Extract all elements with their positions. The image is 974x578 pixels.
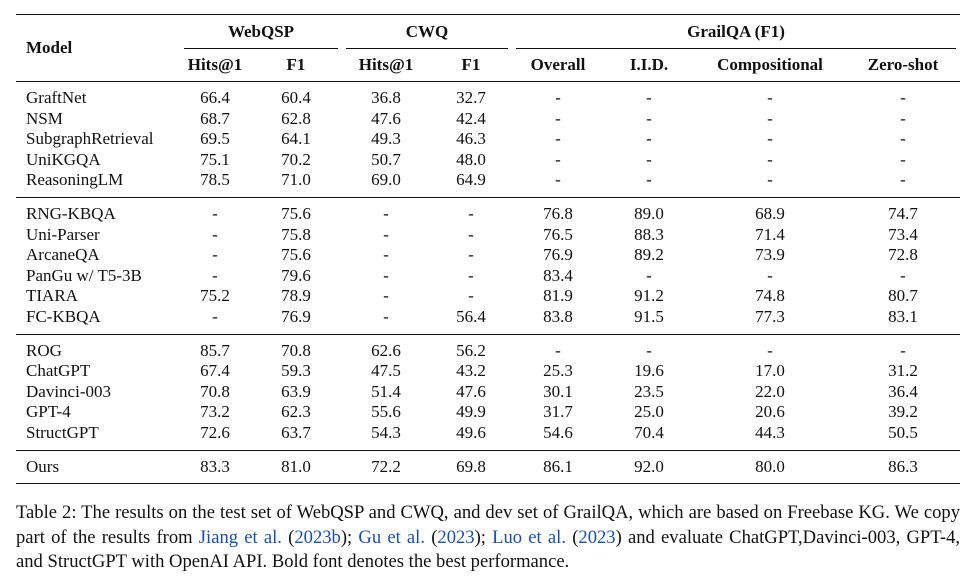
score-cell: 81.9 (543, 286, 573, 306)
score-cell: - (604, 334, 694, 361)
table-row (16, 129, 960, 150)
score-cell: 73.4 (888, 224, 918, 244)
score-cell: 56.4 (456, 306, 486, 326)
score-cell: 48.0 (456, 149, 486, 169)
caption-text: ); (340, 526, 359, 548)
score-cell: - (555, 129, 561, 149)
score-cell: 23.5 (634, 381, 664, 401)
score-cell: 79.6 (281, 265, 311, 285)
caption-text: ( (566, 526, 579, 548)
score-cell: 44.3 (755, 422, 785, 442)
score-cell: 64.1 (281, 129, 311, 149)
caption-text: ( (281, 526, 295, 548)
score-cell: - (900, 149, 906, 169)
group-header-webqsp: WebQSP (180, 15, 342, 50)
table-row (16, 170, 960, 197)
score-cell: 63.9 (281, 381, 311, 401)
score-cell: 75.1 (200, 149, 230, 169)
score-cell: 80.0 (694, 450, 846, 484)
score-cell: 47.6 (456, 381, 486, 401)
group-header-cwq: CWQ (342, 15, 512, 50)
table-row (16, 150, 960, 171)
citation-link[interactable]: 2023 (437, 526, 475, 548)
score-cell: - (846, 334, 960, 361)
score-cell: 83.1 (888, 306, 918, 326)
score-cell: - (646, 88, 652, 107)
ours-row (16, 450, 960, 484)
score-cell: 51.4 (371, 381, 401, 401)
model-name-cell: NSM (26, 108, 63, 128)
score-cell: 71.4 (755, 224, 785, 244)
column-header: Compositional (717, 54, 823, 74)
score-cell: - (900, 88, 906, 107)
score-cell: - (383, 245, 389, 265)
score-cell: 56.2 (430, 334, 512, 361)
score-cell: 70.8 (250, 334, 342, 361)
score-cell: 54.3 (371, 422, 401, 442)
group-header-row (16, 15, 960, 50)
score-cell: 59.3 (281, 361, 311, 381)
score-cell: - (900, 170, 906, 190)
score-cell: - (555, 170, 561, 190)
score-cell: - (383, 306, 389, 326)
score-cell: 22.0 (755, 381, 785, 401)
model-name-cell: GraftNet (26, 88, 87, 107)
score-cell: 91.5 (634, 306, 664, 326)
score-cell: 62.6 (342, 334, 430, 361)
score-cell: 63.7 (281, 422, 311, 442)
score-cell: - (767, 129, 773, 149)
score-cell: 75.8 (281, 224, 311, 244)
score-cell: 91.2 (634, 286, 664, 306)
column-header: Hits@1 (187, 54, 243, 74)
score-cell: 83.4 (543, 265, 573, 285)
score-cell: - (900, 108, 906, 128)
score-cell: 62.8 (281, 108, 311, 128)
score-cell: - (646, 265, 652, 285)
model-name-cell: SubgraphRetrieval (26, 129, 154, 149)
score-cell: 19.6 (634, 361, 664, 381)
score-cell: 77.3 (755, 306, 785, 326)
table-row (16, 382, 960, 403)
score-cell: 76.9 (281, 306, 311, 326)
score-cell: 67.4 (200, 361, 230, 381)
score-cell: 78.5 (200, 170, 230, 190)
score-cell: 36.8 (371, 88, 401, 107)
column-header: Hits@1 (358, 54, 414, 74)
model-name-cell: TIARA (26, 286, 78, 306)
score-cell: 49.9 (456, 402, 486, 422)
model-name-cell: StructGPT (26, 422, 99, 442)
score-cell: - (468, 245, 474, 265)
score-cell: 70.2 (281, 149, 311, 169)
table-row (16, 245, 960, 266)
table-row (16, 423, 960, 450)
column-header: I.I.D. (629, 54, 669, 74)
score-cell: - (383, 286, 389, 306)
score-cell: 64.9 (456, 170, 486, 190)
score-cell: 20.6 (755, 402, 785, 422)
column-header: F1 (286, 54, 306, 74)
score-cell: 31.2 (888, 361, 918, 381)
score-cell: 25.0 (634, 402, 664, 422)
table-row (16, 334, 960, 361)
score-cell: 50.7 (371, 149, 401, 169)
model-name-cell: Ours (16, 450, 180, 484)
model-name-cell: PanGu w/ T5-3B (26, 265, 142, 285)
score-cell: 74.7 (846, 197, 960, 224)
table-row (16, 109, 960, 130)
score-cell: 76.9 (543, 245, 573, 265)
model-column-header: Model (26, 37, 73, 57)
score-cell: 86.3 (846, 450, 960, 484)
table-row (16, 82, 960, 109)
score-cell: 76.5 (543, 224, 573, 244)
score-cell: - (767, 108, 773, 128)
citation-link[interactable]: Gu et al. (358, 526, 425, 548)
score-cell: - (180, 197, 250, 224)
score-cell: 75.6 (281, 245, 311, 265)
score-cell: 80.7 (888, 286, 918, 306)
score-cell: 30.1 (543, 381, 573, 401)
score-cell: 25.3 (543, 361, 573, 381)
table-row (16, 266, 960, 287)
score-cell: - (646, 170, 652, 190)
score-cell: - (383, 265, 389, 285)
score-cell: 74.8 (755, 286, 785, 306)
score-cell: 60.4 (281, 88, 311, 107)
citation-link[interactable]: Jiang et al. (198, 526, 282, 548)
score-cell: - (900, 265, 906, 285)
score-cell: - (342, 197, 430, 224)
score-cell: - (646, 129, 652, 149)
score-cell: 85.7 (180, 334, 250, 361)
score-cell: 17.0 (755, 361, 785, 381)
score-cell: 70.4 (634, 422, 664, 442)
score-cell: 75.6 (250, 197, 342, 224)
model-name-cell: ROG (16, 334, 180, 361)
score-cell: - (430, 197, 512, 224)
score-cell: 72.2 (342, 450, 430, 484)
table-body (16, 82, 960, 484)
score-cell: 73.9 (755, 245, 785, 265)
score-cell: 83.8 (543, 306, 573, 326)
score-cell: 39.2 (888, 402, 918, 422)
column-header: Zero-shot (867, 54, 939, 74)
score-cell: 31.7 (543, 402, 573, 422)
score-cell: 76.8 (512, 197, 604, 224)
score-cell: - (767, 149, 773, 169)
score-cell: - (468, 224, 474, 244)
model-name-cell: FC-KBQA (26, 306, 101, 326)
score-cell: 68.9 (694, 197, 846, 224)
score-cell: 89.2 (634, 245, 664, 265)
score-cell: - (646, 149, 652, 169)
table-caption (16, 501, 960, 575)
citation-link[interactable]: 2023b (294, 526, 341, 548)
score-cell: - (468, 286, 474, 306)
table-row (16, 402, 960, 423)
score-cell: 70.8 (200, 381, 230, 401)
score-cell: - (383, 224, 389, 244)
caption-text: ) and evaluate ChatGPT,Davinci-003, GPT-4, and StructGPT with OpenAI API. Bold font denotes the best performance. (16, 526, 961, 572)
score-cell: - (212, 224, 218, 244)
score-cell: 88.3 (634, 224, 664, 244)
score-cell: - (212, 306, 218, 326)
score-cell: 69.5 (200, 129, 230, 149)
score-cell: 47.6 (371, 108, 401, 128)
score-cell: 71.0 (281, 170, 311, 190)
score-cell: 42.4 (456, 108, 486, 128)
score-cell: 54.6 (543, 422, 573, 442)
score-cell: - (646, 108, 652, 128)
model-name-cell: GPT-4 (26, 402, 71, 422)
table-row (16, 307, 960, 334)
column-header: Overall (530, 54, 586, 74)
score-cell: - (512, 334, 604, 361)
score-cell: 66.4 (200, 88, 230, 107)
table-row (16, 197, 960, 224)
score-cell: - (555, 88, 561, 107)
score-cell: 55.6 (371, 402, 401, 422)
score-cell: - (468, 265, 474, 285)
table-row (16, 361, 960, 382)
model-name-cell: ChatGPT (26, 361, 91, 381)
score-cell: 62.3 (281, 402, 311, 422)
citation-link[interactable]: Luo et al. (492, 526, 566, 548)
score-cell: 86.1 (512, 450, 604, 484)
score-cell: 83.3 (180, 450, 250, 484)
score-cell: - (767, 88, 773, 107)
model-name-cell: UniKGQA (26, 149, 101, 169)
score-cell: 43.2 (456, 361, 486, 381)
score-cell: 49.3 (371, 129, 401, 149)
caption-text: ( (425, 526, 438, 548)
score-cell: 47.5 (371, 361, 401, 381)
caption-text: ); (474, 526, 493, 548)
model-name-cell: RNG-KBQA (16, 197, 180, 224)
score-cell: - (694, 334, 846, 361)
model-name-cell: Davinci-003 (26, 381, 111, 401)
score-cell: 75.2 (200, 286, 230, 306)
score-cell: 89.0 (604, 197, 694, 224)
score-cell: 72.6 (200, 422, 230, 442)
model-name-cell: Uni-Parser (26, 224, 100, 244)
group-header-grailqa: GrailQA (F1) (512, 15, 960, 50)
score-cell: - (555, 108, 561, 128)
score-cell: 68.7 (200, 108, 230, 128)
score-cell: 92.0 (604, 450, 694, 484)
citation-link[interactable]: 2023 (578, 526, 616, 548)
results-table (16, 14, 960, 484)
model-name-cell: ArcaneQA (26, 245, 100, 265)
score-cell: 32.7 (456, 88, 486, 107)
score-cell: - (555, 149, 561, 169)
score-cell: - (767, 265, 773, 285)
caption-text: Table 2: The results on the test set of WebQSP and CWQ, and dev set of GrailQA, which are based on Freebase KG. We copy part of the results from (16, 502, 960, 548)
score-cell: 36.4 (888, 381, 918, 401)
model-name-cell: ReasoningLM (26, 170, 124, 190)
score-cell: - (212, 265, 218, 285)
column-header: F1 (461, 54, 481, 74)
table-row (16, 225, 960, 246)
score-cell: 81.0 (250, 450, 342, 484)
score-cell: 72.8 (888, 245, 918, 265)
score-cell: - (767, 170, 773, 190)
score-cell: 50.5 (888, 422, 918, 442)
table-row (16, 286, 960, 307)
score-cell: 69.8 (430, 450, 512, 484)
score-cell: - (212, 245, 218, 265)
score-cell: 69.0 (371, 170, 401, 190)
score-cell: - (900, 129, 906, 149)
score-cell: 49.6 (456, 422, 486, 442)
score-cell: 73.2 (200, 402, 230, 422)
score-cell: 46.3 (456, 129, 486, 149)
score-cell: 78.9 (281, 286, 311, 306)
